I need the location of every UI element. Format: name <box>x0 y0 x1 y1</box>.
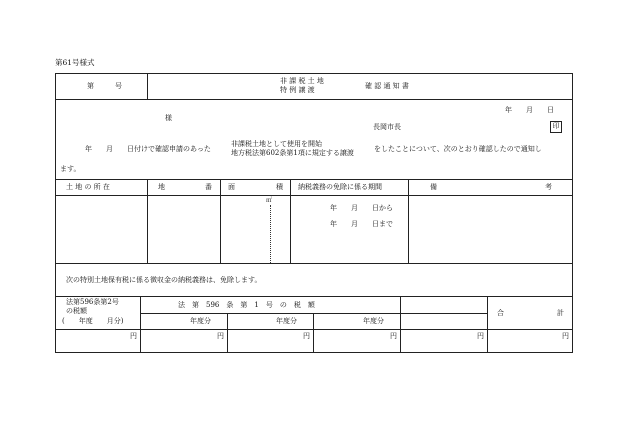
exemption-note: 次の特別土地保有税に係る徴収金の納税義務は、免除します。 <box>66 276 262 284</box>
header-area: 面 <box>228 183 235 191</box>
body-text: をしたことについて、次のとおり確認したので通知し <box>374 145 542 153</box>
divider <box>55 179 573 180</box>
divider <box>290 179 291 263</box>
request-option-2: 地方税法第602条第1項に規定する譲渡 <box>231 149 354 157</box>
addressee-honorific: 様 <box>165 114 172 122</box>
yen-unit: 円 <box>477 332 484 340</box>
document-title: 確 認 通 知 書 <box>365 82 409 90</box>
header-lot-number: 地 <box>158 183 165 191</box>
divider <box>313 313 314 353</box>
form-number: 第61号様式 <box>55 58 95 67</box>
seal-label: 印 <box>552 122 560 130</box>
divider <box>487 296 488 353</box>
divider <box>147 73 148 99</box>
fiscal-year-label: 年度分 <box>363 317 384 325</box>
art596-1-header: 法 第 596 条 第 1 号 の 税 額 <box>178 301 315 309</box>
divider <box>227 313 228 353</box>
request-option-1: 非課税土地として使用を開始 <box>231 140 322 148</box>
yen-unit: 円 <box>130 332 137 340</box>
document-title-option-1: 非 課 税 土 地 <box>280 77 324 85</box>
header-lot-number-suffix: 番 <box>205 183 212 191</box>
yen-unit: 円 <box>562 332 569 340</box>
request-date-text: 年 月 日付けで確認申請のあった <box>85 145 211 153</box>
divider <box>408 179 409 263</box>
header-exemption-period: 納税義務の免除に係る期間 <box>298 183 382 191</box>
seal-stamp-box <box>550 121 562 133</box>
divider <box>55 263 573 264</box>
area-decimal-divider <box>270 205 271 263</box>
divider <box>55 99 573 100</box>
issue-date: 年 月 日 <box>505 106 554 114</box>
yen-unit: 円 <box>303 332 310 340</box>
divider <box>147 179 148 263</box>
fiscal-year-label: 年度分 <box>276 317 297 325</box>
fiscal-year-label: 年度分 <box>190 317 211 325</box>
header-land-location: 土 地 の 所 在 <box>66 183 110 191</box>
document-title-option-2: 特 例 譲 渡 <box>280 86 315 94</box>
art596-2-label-line2: の税額 <box>66 307 87 315</box>
total-label: 合 <box>497 309 504 317</box>
divider <box>220 179 221 263</box>
area-unit: ㎡ <box>266 197 273 204</box>
header-remarks: 備 <box>430 183 437 191</box>
divider <box>55 329 573 330</box>
number-field-label: 第 号 <box>87 82 122 90</box>
body-text-continuation: ます。 <box>60 165 81 173</box>
art596-2-period: ( 年度 月分) <box>62 317 124 325</box>
art596-2-label: 法第596条第2号 <box>66 298 119 306</box>
yen-unit: 円 <box>217 332 224 340</box>
period-to: 年 月 日まで <box>330 220 393 228</box>
header-area-suffix: 積 <box>276 183 283 191</box>
divider <box>140 296 141 353</box>
form-frame <box>55 73 573 353</box>
divider <box>400 296 401 353</box>
period-from: 年 月 日から <box>330 204 393 212</box>
total-label-suffix: 計 <box>557 309 564 317</box>
divider <box>55 296 573 297</box>
sender-name: 長岡市長 <box>373 123 401 131</box>
yen-unit: 円 <box>390 332 397 340</box>
header-remarks-suffix: 考 <box>545 183 552 191</box>
divider <box>55 195 573 196</box>
